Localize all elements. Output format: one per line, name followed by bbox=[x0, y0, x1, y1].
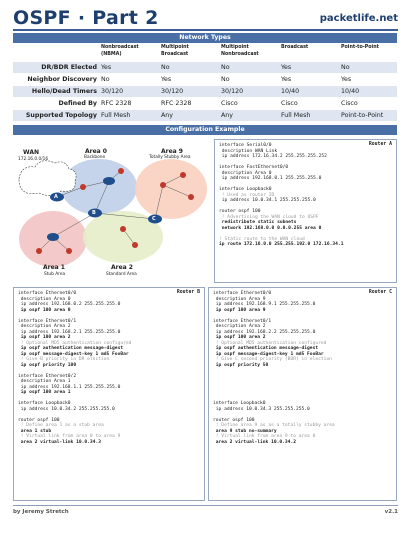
row-cell: 30/120 bbox=[161, 88, 184, 95]
area-1-label: Area 1 bbox=[43, 264, 65, 271]
config-comment: ! Optional MD5 authentication configured bbox=[18, 340, 132, 346]
config-line: ip address 192.168.0.2 255.255.255.0 bbox=[18, 302, 121, 307]
config-line: router ospf 100 bbox=[219, 209, 261, 214]
config-line: ip ospf authentication message-digest bbox=[213, 346, 319, 351]
router-c-config bbox=[208, 287, 397, 501]
row-cell: 10/40 bbox=[281, 88, 300, 95]
config-line: ip address 172.16.34.2 255.255.255.252 bbox=[219, 154, 327, 159]
row-cell: No bbox=[221, 76, 230, 83]
column-header-multipoint-nonbroadcast: Multipoint Nonbroadcast bbox=[221, 45, 259, 57]
wan-label: WAN bbox=[23, 149, 40, 156]
config-line: ip address 192.168.2.2 255.255.255.0 bbox=[213, 329, 316, 335]
row-cell: RFC 2328 bbox=[161, 100, 192, 107]
config-line: ip address 10.0.34.3 255.255.255.0 bbox=[213, 406, 310, 412]
router-c-label: C bbox=[152, 216, 156, 222]
config-line: description Area 0 bbox=[219, 170, 272, 176]
config-line: area 9 stub no-summary bbox=[213, 428, 277, 434]
network-types-row bbox=[13, 62, 397, 73]
row-cell: Point-to-Point bbox=[341, 112, 384, 119]
config-line: description Area 1 bbox=[18, 379, 71, 384]
config-comment: ! Give C second priority (BDR) in election bbox=[213, 357, 332, 362]
row-cell: Cisco bbox=[281, 100, 298, 107]
area-9-label: Area 9 bbox=[161, 148, 183, 155]
area-0-label: Area 0 bbox=[85, 148, 107, 155]
row-label: Supported Topology bbox=[25, 112, 97, 119]
config-line: network 192.168.0.0 0.0.0.255 area 0 bbox=[219, 225, 322, 231]
site-name: packetlife.net bbox=[319, 13, 398, 24]
config-comment: ! Virtual link from area 0 to area 9 bbox=[18, 434, 121, 439]
router-a-config bbox=[214, 139, 397, 283]
wan-cloud bbox=[19, 161, 76, 196]
row-cell: Yes bbox=[281, 76, 292, 83]
area-2-sublabel: Standard Area bbox=[106, 272, 137, 277]
config-line: router ospf 100 bbox=[213, 417, 255, 423]
config-line: description Area 2 bbox=[213, 324, 266, 329]
router-b-config bbox=[13, 287, 205, 501]
config-line: ip address 10.0.34.2 255.255.255.0 bbox=[18, 406, 115, 412]
row-cell: No bbox=[341, 64, 350, 71]
row-cell: Yes bbox=[341, 76, 352, 83]
router-b-label: B bbox=[92, 210, 96, 216]
row-cell: Yes bbox=[161, 76, 172, 83]
column-header-nbma: Nonbroadcast (NBMA) bbox=[101, 45, 139, 57]
router-a-title: Router A bbox=[368, 142, 392, 147]
config-line: router ospf 100 bbox=[18, 417, 60, 423]
config-line: ip ospf message-digest-key 1 md5 FooBar bbox=[213, 351, 324, 357]
row-cell: 30/120 bbox=[221, 88, 244, 95]
config-line: ip ospf 100 area 1 bbox=[18, 390, 71, 395]
router-a-label: A bbox=[54, 194, 58, 200]
row-cell: No bbox=[101, 76, 110, 83]
config-line: area 2 virtual-link 10.0.34.3 bbox=[18, 439, 101, 445]
row-cell: Cisco bbox=[221, 100, 238, 107]
config-line: description Area 2 bbox=[18, 324, 71, 329]
config-line: ip ospf 100 area 2 bbox=[213, 335, 266, 340]
config-comment: ! Give B priority in DR election bbox=[18, 357, 110, 362]
config-line: area 2 virtual-link 10.0.34.2 bbox=[213, 439, 296, 445]
row-cell: Cisco bbox=[341, 100, 358, 107]
network-types-column-headers bbox=[13, 44, 397, 61]
config-comment: ! Define area 9 as as a totally stubby area bbox=[213, 423, 335, 428]
row-cell: 30/120 bbox=[101, 88, 124, 95]
row-cell: 10/40 bbox=[341, 88, 360, 95]
header-divider bbox=[13, 29, 398, 31]
configuration-example-heading: Configuration Example bbox=[13, 125, 397, 135]
network-types-row bbox=[13, 74, 397, 85]
config-line: description Area 9 bbox=[213, 296, 266, 302]
row-cell: Full Mesh bbox=[101, 112, 131, 119]
config-line: ip ospf priority 50 bbox=[213, 362, 269, 368]
config-line: interface Loopback0 bbox=[213, 401, 266, 406]
row-cell: Any bbox=[221, 112, 234, 119]
footer-divider bbox=[13, 505, 398, 506]
config-line: ip address 10.0.34.1 255.255.255.0 bbox=[219, 198, 316, 203]
area-2-label: Area 2 bbox=[111, 264, 133, 271]
config-line: ip ospf message-digest-key 1 md5 FooBar bbox=[18, 351, 129, 357]
column-header-broadcast: Broadcast bbox=[281, 45, 309, 50]
wan-subnet-label: 172.16.0.0/16 bbox=[18, 157, 49, 162]
router-c-title: Router C bbox=[368, 290, 392, 295]
area-9-sublabel: Totally Stubby Area bbox=[149, 155, 191, 160]
network-topology-diagram bbox=[13, 139, 211, 283]
router-area1-node bbox=[47, 233, 59, 241]
row-cell: Yes bbox=[101, 64, 112, 71]
config-line: ip route 172.16.0.0 255.255.192.0 172.16.34.1 bbox=[219, 242, 344, 247]
config-line: description WAN Link bbox=[219, 148, 278, 154]
config-line: ip ospf 100 area 2 bbox=[18, 335, 71, 340]
row-label: DR/BDR Elected bbox=[41, 64, 97, 71]
row-cell: Any bbox=[161, 112, 174, 119]
config-line: interface Ethernet0/1 bbox=[213, 318, 272, 324]
config-line: ip ospf authentication message-digest bbox=[18, 346, 124, 351]
area-9-region bbox=[135, 159, 207, 219]
network-types-row bbox=[13, 98, 397, 109]
network-types-row bbox=[13, 86, 397, 97]
config-line: interface Ethernet0/1 bbox=[18, 318, 77, 324]
router-ospf-node bbox=[103, 177, 115, 185]
page-title: OSPF · Part 2 bbox=[13, 7, 159, 29]
row-cell: No bbox=[221, 64, 230, 71]
column-header-point-to-point: Point-to-Point bbox=[341, 45, 379, 50]
author-credit: by Jeremy Stretch bbox=[13, 509, 69, 515]
config-comment: ! Used as router ID bbox=[219, 192, 275, 198]
config-line: interface Ethernet0/0 bbox=[18, 291, 77, 296]
row-label: Defined By bbox=[58, 100, 97, 107]
config-comment: ! Advertising the WAN cloud to OSPF bbox=[219, 214, 319, 220]
config-line: interface Ethernet0/0 bbox=[213, 291, 272, 296]
config-comment: ! Virtual link from area 9 to area 0 bbox=[213, 434, 316, 439]
config-line: ip ospf priority 100 bbox=[18, 362, 77, 368]
row-label: Hello/Dead Timers bbox=[31, 88, 97, 95]
config-line: area 1 stub bbox=[18, 428, 52, 434]
row-cell: Full Mesh bbox=[281, 112, 311, 119]
router-b-title: Router B bbox=[176, 290, 200, 295]
row-label: Neighbor Discovery bbox=[27, 76, 97, 83]
config-line: interface FastEthernet0/0 bbox=[219, 165, 289, 170]
config-line: ip address 192.168.0.1 255.255.255.0 bbox=[219, 176, 322, 181]
config-comment: ! Static route to the WAN cloud bbox=[219, 236, 305, 242]
version-label: v2.1 bbox=[384, 509, 398, 515]
row-cell: Yes bbox=[281, 64, 292, 71]
config-comment: ! Optional MD5 authentication configured bbox=[213, 340, 327, 346]
config-line: redistribute static subnets bbox=[219, 220, 297, 225]
config-line: ip address 192.168.2.1 255.255.255.0 bbox=[18, 329, 121, 335]
config-line: interface Loopback0 bbox=[18, 401, 71, 406]
config-line: ip ospf 100 area 0 bbox=[18, 307, 71, 313]
area-1-sublabel: Stub Area bbox=[44, 272, 66, 277]
config-line: interface Serial0/0 bbox=[219, 143, 272, 148]
config-line: interface Loopback0 bbox=[219, 187, 272, 192]
area-0-sublabel: Backbone bbox=[84, 155, 106, 160]
column-header-multipoint-broadcast: Multipoint Broadcast bbox=[161, 45, 189, 57]
network-types-heading: Network Types bbox=[13, 33, 397, 43]
network-types-row bbox=[13, 110, 397, 121]
config-comment: ! Define area 1 as a stub area bbox=[18, 423, 104, 428]
config-line: description Area 0 bbox=[18, 296, 71, 302]
row-cell: No bbox=[161, 64, 170, 71]
config-line: interface Ethernet0/2 bbox=[18, 373, 77, 379]
config-line: ip address 192.168.9.1 255.255.255.0 bbox=[213, 302, 316, 307]
config-line: ip ospf 100 area 9 bbox=[213, 307, 266, 313]
row-cell: RFC 2328 bbox=[101, 100, 132, 107]
config-line: ip address 192.168.1.1 255.255.255.0 bbox=[18, 384, 121, 390]
